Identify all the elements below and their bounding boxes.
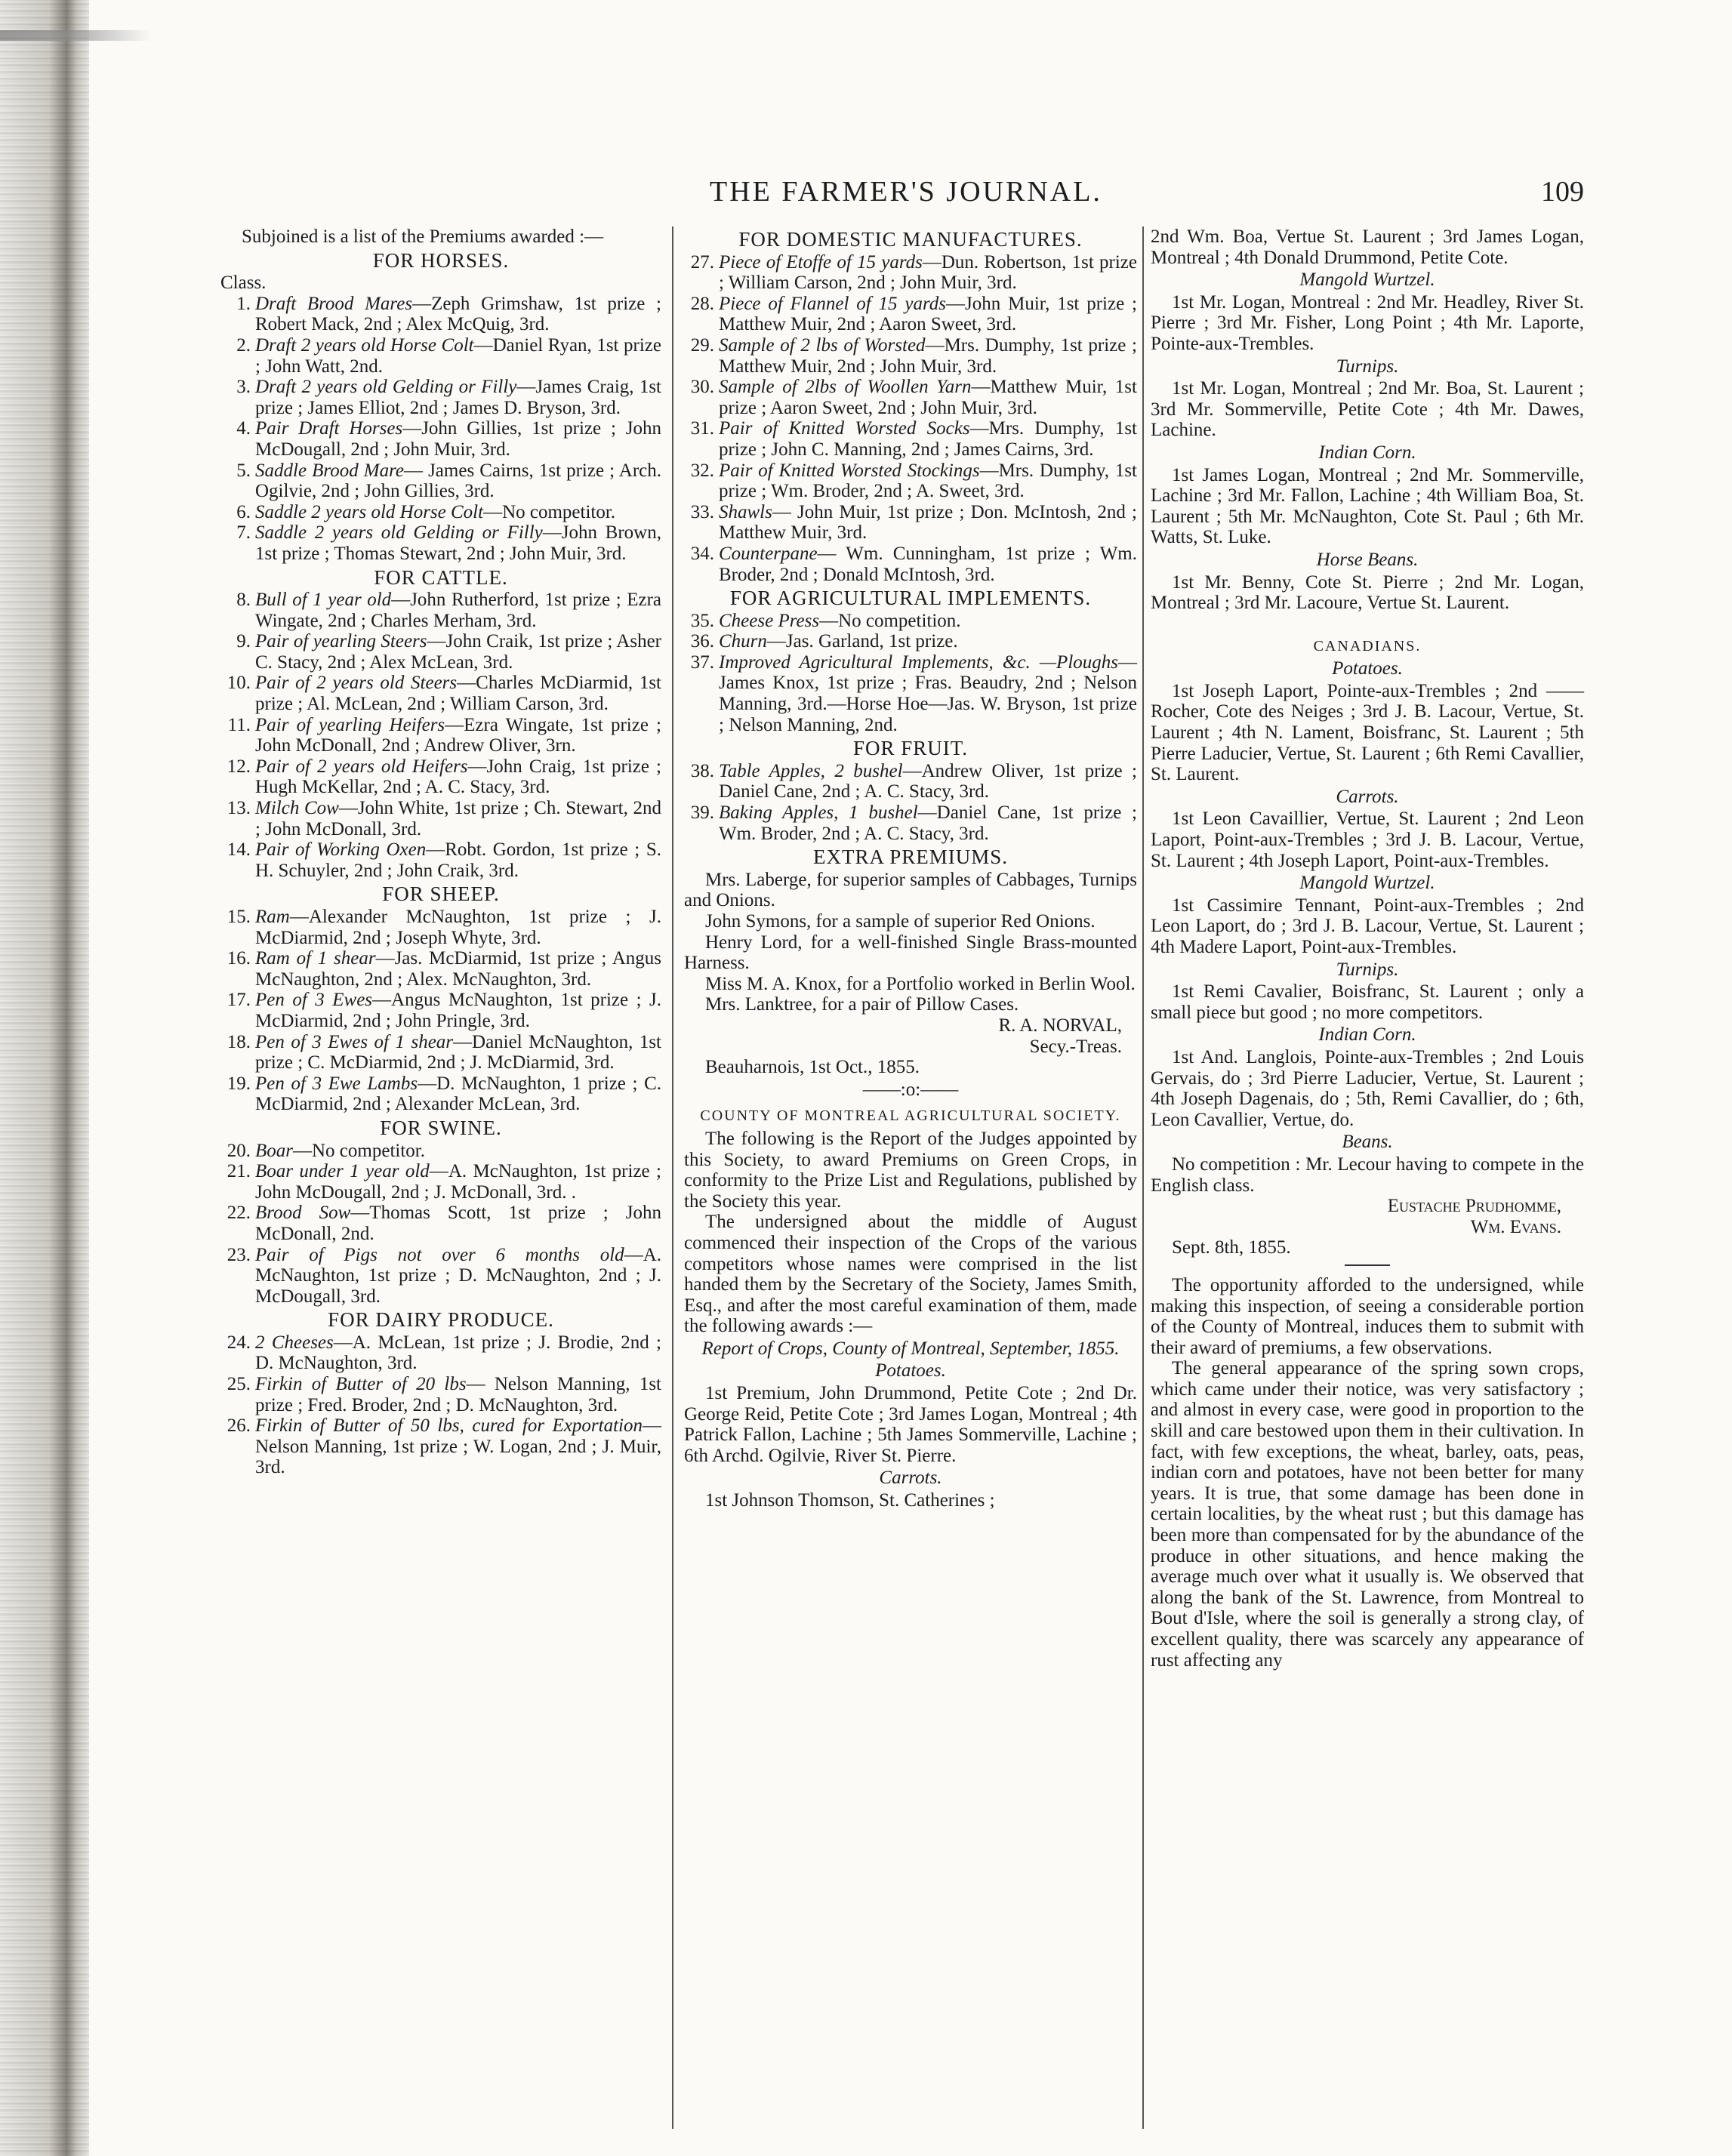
premium-item xyxy=(684,460,1137,502)
premium-title: Baking Apples, 1 bushel xyxy=(719,802,918,824)
premium-title: Boar under 1 year old xyxy=(255,1161,430,1182)
premium-number: 32. xyxy=(690,460,714,481)
report-intro: The following is the Report of the Judges appointed by this Society, to award Premiums on Green Crops, in conformity to the Prize List and Regulations, published by the Society this year. xyxy=(684,1128,1137,1212)
premium-title: 2 Cheeses xyxy=(255,1332,334,1353)
premium-item xyxy=(684,802,1137,844)
premium-winners: —Angus McNaughton, 1st prize ; J. McDiarmid, 2nd ; John Pringle, 3rd. xyxy=(255,990,661,1031)
premium-title: Ram xyxy=(255,907,290,927)
premium-item xyxy=(220,590,661,631)
observations-paragraph: The opportunity afforded to the undersigned, while making this inspection, of seeing a considerable portion of the County of Montreal, induces them to submit with their award of premiums, a few observations. xyxy=(1151,1274,1584,1358)
page-number: 109 xyxy=(1541,176,1584,208)
premium-title: Pair of yearling Steers xyxy=(255,631,427,652)
premium-item xyxy=(220,1203,661,1244)
premium-winners: — John Muir, 1st prize ; Don. McIntosh, 2nd ; Matthew Muir, 3rd. xyxy=(719,501,1137,544)
premium-title: Pair of yearling Heifers xyxy=(255,714,445,735)
premium-list-swine xyxy=(220,1141,661,1307)
premium-number: 22. xyxy=(227,1203,251,1224)
premium-winners: —A. McLean, 1st prize ; J. Brodie, 2nd ; D. McNaughton, 3rd. xyxy=(255,1332,661,1374)
premium-title: Cheese Press xyxy=(719,610,820,631)
premium-title: Draft 2 years old Horse Colt xyxy=(255,334,474,356)
premium-title: Piece of Etoffe of 15 yards xyxy=(719,251,923,273)
premium-list-dairy xyxy=(220,1332,661,1478)
section-heading: FOR HORSES. xyxy=(372,248,510,272)
premium-title: Pair of Pigs not over 6 months old xyxy=(255,1244,624,1265)
premium-winners: —Daniel Ryan, 1st prize ; John Watt, 2nd. xyxy=(255,334,661,377)
premium-title: Bull of 1 year old xyxy=(255,590,392,611)
society-heading: COUNTY OF MONTREAL AGRICULTURAL SOCIETY. xyxy=(700,1107,1121,1125)
premium-item xyxy=(220,377,661,418)
crop-heading: Carrots. xyxy=(879,1468,942,1489)
premium-winners: —John Craik, 1st prize ; Asher C. Stacy, 2nd ; Alex McLean, 3rd. xyxy=(255,631,661,673)
premium-number: 14. xyxy=(227,839,251,861)
premium-item xyxy=(220,631,661,673)
premium-item xyxy=(220,460,661,502)
premium-item xyxy=(220,1374,661,1415)
crop-awards: 1st Mr. Logan, Montreal ; 2nd Mr. Boa, St. Laurent ; 3rd Mr. Sommerville, Petite Cote ; 4th Mr. Dawes, Lachine. xyxy=(1151,378,1584,441)
premium-title: Ram of 1 shear xyxy=(255,948,376,969)
premium-title: Pair of 2 years old Heifers xyxy=(255,756,468,777)
premium-list-fruit xyxy=(684,761,1137,844)
premium-item xyxy=(220,673,661,714)
column-2 xyxy=(684,226,1137,1511)
crop-awards: 1st Cassimire Tennant, Point-aux-Trembles ; 2nd Leon Laport, do ; 3rd J. B. Lacour, Vertue, St. Laurent ; 4th Madere Laport, Point-aux-Trembles. xyxy=(1151,895,1584,957)
section-heading: FOR SHEEP. xyxy=(382,882,500,906)
premium-number: 16. xyxy=(227,948,251,969)
premium-item xyxy=(220,1415,661,1478)
section-heading: FOR CATTLE. xyxy=(374,565,508,589)
scan-artifact xyxy=(0,30,151,41)
premium-title: Sample of 2 lbs of Worsted xyxy=(719,334,926,356)
premium-title: Firkin of Butter of 50 lbs, cured for Exportation xyxy=(255,1415,643,1437)
premium-winners: —Robt. Gordon, 1st prize ; S. H. Schuyler, 2nd ; John Craik, 3rd. xyxy=(255,839,661,881)
intro-text: Subjoined is a list of the Premiums awarded :— xyxy=(242,226,604,247)
section-heading: EXTRA PREMIUMS. xyxy=(812,845,1009,869)
journal-title: THE FARMER'S JOURNAL. xyxy=(710,176,1102,208)
column-rule xyxy=(672,226,673,2129)
crop-heading: Potatoes. xyxy=(1332,658,1403,679)
premium-number: 4. xyxy=(236,418,251,439)
premium-item xyxy=(684,502,1137,544)
premium-number: 3. xyxy=(236,377,251,398)
premium-number: 23. xyxy=(227,1244,251,1265)
premium-winners: —A. McNaughton, 1st prize ; D. McNaughton, 2nd ; J. McDougall, 3rd. xyxy=(255,1244,661,1307)
premium-title: Pair Draft Horses xyxy=(255,418,403,439)
premium-item xyxy=(220,294,661,335)
premium-item xyxy=(684,335,1137,377)
premium-title: Pair of 2 years old Steers xyxy=(255,673,458,694)
premium-winners: —D. McNaughton, 1 prize ; C. McDiarmid, 2nd ; Alexander McLean, 3rd. xyxy=(255,1073,662,1115)
crop-awards: 1st James Logan, Montreal ; 2nd Mr. Sommerville, Lachine ; 3rd Mr. Fallon, Lachine ; 4th William Boa, St. Laurent ; 5th Mr. McNaughton, Cote St. Paul ; 6th Mr. Watts, St. Luke. xyxy=(1151,464,1584,548)
premium-title: Saddle 2 years old Horse Colt xyxy=(255,501,484,522)
premium-item xyxy=(684,611,1137,632)
premium-item xyxy=(220,990,661,1031)
crop-heading: Mangold Wurtzel. xyxy=(1299,873,1435,894)
extra-premium-item: Miss M. A. Knox, for a Portfolio worked in Berlin Wool. xyxy=(705,973,1136,994)
premium-number: 9. xyxy=(236,631,251,652)
crop-heading: Carrots. xyxy=(1336,786,1399,807)
premium-winners: —Thomas Scott, 1st prize ; John McDonall, 2nd. xyxy=(255,1203,662,1244)
premium-winners: —No competitor. xyxy=(293,1140,425,1161)
premium-title: Improved Agricultural Implements, &c. —Ploughs xyxy=(719,651,1118,673)
premium-number: 36. xyxy=(690,631,714,652)
page-binding-edge xyxy=(0,0,89,2156)
section-heading: FOR DAIRY PRODUCE. xyxy=(328,1308,554,1332)
premium-title: Boar xyxy=(255,1140,293,1161)
premium-title: Pair of Knitted Worsted Stockings xyxy=(719,460,980,481)
premium-winners: —Nelson Manning, 1st prize ; W. Logan, 2nd ; J. Muir, 3rd. xyxy=(255,1415,661,1478)
premium-title: Firkin of Butter of 20 lbs xyxy=(255,1374,467,1395)
premium-number: 2. xyxy=(236,334,251,356)
premium-winners: —No competitor. xyxy=(483,501,616,522)
premium-title: Piece of Flannel of 15 yards xyxy=(719,293,947,314)
judge-signature: Eustache Prudhomme, xyxy=(1387,1196,1561,1217)
premium-winners: —No competition. xyxy=(819,610,961,631)
premium-number: 29. xyxy=(690,334,714,356)
premium-list-horses xyxy=(220,294,661,565)
extra-premium-item: Mrs. Laberge, for superior samples of Cabbages, Turnips and Onions. xyxy=(684,869,1137,911)
premium-number: 38. xyxy=(690,760,714,781)
premium-item xyxy=(220,335,661,377)
crop-awards: 1st Leon Cavaillier, Vertue, St. Laurent ; 2nd Leon Laport, Point-aux-Trembles ; 3rd J. B. Lacour, Vertue, St. Laurent ; 4th Joseph Laport, Point-aux-Trembles. xyxy=(1151,808,1584,871)
premium-number: 35. xyxy=(690,610,714,631)
premium-winners: — James Cairns, 1st prize ; Arch. Ogilvie, 2nd ; John Gillies, 3rd. xyxy=(255,460,661,502)
premium-number: 28. xyxy=(690,293,714,314)
signature-date: Sept. 8th, 1855. xyxy=(1172,1237,1291,1258)
premium-winners: —Ezra Wingate, 1st prize ; John McDonall, 2nd ; Andrew Oliver, 3rn. xyxy=(255,714,661,756)
crop-heading: Beans. xyxy=(1342,1132,1393,1153)
premium-list-domestic xyxy=(684,252,1137,586)
premium-item xyxy=(220,502,661,523)
premium-number: 6. xyxy=(236,501,251,522)
premium-list-implements xyxy=(684,611,1137,736)
crop-heading: Indian Corn. xyxy=(1318,1024,1416,1046)
premium-winners: —Jas. Garland, 1st prize. xyxy=(766,631,958,652)
premium-title: Draft Brood Mares xyxy=(255,293,413,314)
crop-heading: Indian Corn. xyxy=(1318,442,1416,463)
extra-premium-item: Mrs. Lanktree, for a pair of Pillow Cases. xyxy=(705,994,1019,1015)
crop-heading: Horse Beans. xyxy=(1316,549,1419,570)
premium-number: 18. xyxy=(227,1031,251,1052)
premium-number: 12. xyxy=(227,756,251,777)
premium-number: 30. xyxy=(690,377,714,398)
premium-title: Sample of 2lbs of Woollen Yarn xyxy=(719,377,972,398)
premium-winners: —Mrs. Dumphy, 1st prize ; Matthew Muir, 2nd ; John Muir, 3rd. xyxy=(719,334,1137,377)
premium-number: 33. xyxy=(690,501,714,522)
premium-title: Pen of 3 Ewe Lambs xyxy=(255,1073,418,1094)
premium-item xyxy=(220,948,661,990)
premium-number: 24. xyxy=(227,1332,251,1353)
premium-winners: — Nelson Manning, 1st prize ; Fred. Broder, 2nd ; D. McNaughton, 3rd. xyxy=(255,1374,661,1415)
extra-premium-item: John Symons, for a sample of superior Red Onions. xyxy=(705,911,1096,932)
premium-number: 15. xyxy=(227,907,251,927)
premium-number: 25. xyxy=(227,1374,251,1395)
separator: ——:o:—— xyxy=(862,1079,959,1100)
premium-title: Pen of 3 Ewes of 1 shear xyxy=(255,1031,454,1052)
observations-paragraph: The general appearance of the spring sown crops, which came under their notice, was very satisfactory ; and almost in every case, were good in proportion to the skill and care bestowed upon them in their cultivation. In fact, with few exceptions, the wheat, barley, oats, peas, indian corn and potatoes, have not been better for many years. It is true, that some damage has been done in certain localities, by the wheat rust ; but this damage has been more than compensated for by the abundance of the produce in other situations, and hence making the average much over what it usually is. We observed that along the bank of the St. Lawrence, from Montreal to Bout d'Isle, where the soil is generally a strong clay, of excellent quality, there was scarcely any appearance of rust affecting any xyxy=(1151,1358,1584,1671)
extra-premiums xyxy=(684,870,1137,1015)
premium-winners: —Andrew Oliver, 1st prize ; Daniel Cane, 2nd ; A. C. Stacy, 3rd. xyxy=(719,760,1138,802)
premium-title: Milch Cow xyxy=(255,798,339,819)
section-heading: FOR SWINE. xyxy=(380,1116,502,1139)
signer-title: Secy.-Treas. xyxy=(1029,1036,1122,1057)
premium-item xyxy=(220,839,661,881)
premium-number: 1. xyxy=(236,293,251,314)
premium-winners: —Zeph Grimshaw, 1st prize ; Robert Mack, 2nd ; Alex McQuig, 3rd. xyxy=(255,293,661,335)
crop-awards: 1st Premium, John Drummond, Petite Cote ; 2nd Dr. George Reid, Petite Cote ; 3rd James Logan, Montreal ; 4th Patrick Fallon, Lachine ; 5th James Sommerville, Lachine ; 6th Archd. Ogilvie, River St. Pierre. xyxy=(684,1383,1137,1466)
spacer xyxy=(1151,614,1584,630)
premium-item xyxy=(684,631,1137,652)
crop-awards: 1st And. Langlois, Pointe-aux-Trembles ; 2nd Louis Gervais, do ; 3rd Pierre Laducier, Vertue, St. Laurent ; 4th Joseph Dagenais, do ; 5th, Remi Cavallier, do ; 6th, Leon Cavallier, Vertue, do. xyxy=(1151,1046,1584,1130)
premium-title: Brood Sow xyxy=(255,1203,351,1224)
premium-winners: —John Brown, 1st prize ; Thomas Stewart, 2nd ; John Muir, 3rd. xyxy=(255,522,661,564)
premium-number: 13. xyxy=(227,798,251,819)
crop-awards: 1st Mr. Benny, Cote St. Pierre ; 2nd Mr. Logan, Montreal ; 3rd Mr. Lacoure, Vertue St. Laurent. xyxy=(1151,571,1584,614)
premium-item xyxy=(220,798,661,839)
crop-heading: Mangold Wurtzel. xyxy=(1299,270,1435,291)
premium-item xyxy=(220,756,661,798)
premium-number: 7. xyxy=(236,522,251,544)
section-heading: FOR FRUIT. xyxy=(852,737,969,760)
premium-winners: —Daniel Cane, 1st prize ; Wm. Broder, 2nd ; A. C. Stacy, 3rd. xyxy=(719,802,1137,844)
premium-title: Draft 2 years old Gelding or Filly xyxy=(255,377,517,398)
premium-item xyxy=(220,715,661,756)
crop-awards: 1st Joseph Laport, Pointe-aux-Trembles ; 2nd —— Rocher, Cote des Neiges ; 3rd J. B. Lacour, Vertue, St. Laurent ; 4th N. Lament, Boisfranc, St. Laurent ; 5th Pierre Laducier, Vertue, St. Laurent ; 6th Remi Cavallier, St. Laurent. xyxy=(1151,680,1584,785)
premium-winners: —John Craig, 1st prize ; Hugh McKellar, 2nd ; A. C. Stacy, 3rd. xyxy=(255,756,661,798)
signer-name: R. A. NORVAL, xyxy=(998,1015,1122,1036)
premium-number: 39. xyxy=(690,802,714,824)
crop-awards: 1st Johnson Thomson, St. Catherines ; xyxy=(705,1490,995,1511)
premium-title: Shawls xyxy=(719,501,772,522)
divider xyxy=(1345,1264,1390,1266)
premium-number: 19. xyxy=(227,1073,251,1094)
place-date: Beauharnois, 1st Oct., 1855. xyxy=(705,1057,920,1078)
premium-winners: —Dun. Robertson, 1st prize ; William Carson, 2nd ; John Muir, 3rd. xyxy=(719,251,1137,294)
premium-number: 8. xyxy=(236,590,251,611)
premium-winners: —Mrs. Dumphy, 1st prize ; John C. Manning, 2nd ; James Cairns, 3rd. xyxy=(719,418,1137,460)
crop-awards: No competition : Mr. Lecour having to compete in the English class. xyxy=(1151,1153,1584,1196)
premium-number: 34. xyxy=(690,543,714,564)
premium-winners: —John Gillies, 1st prize ; John McDougall, 2nd ; John Muir, 3rd. xyxy=(255,418,661,460)
crop-heading: Turnips. xyxy=(1336,959,1399,980)
premium-title: Saddle Brood Mare xyxy=(255,460,404,481)
premium-title: Pair of Working Oxen xyxy=(255,839,427,861)
premium-number: 31. xyxy=(690,418,714,439)
premium-winners: —Jas. McDiarmid, 1st prize ; Angus McNaughton, 2nd ; Alex. McNaughton, 3rd. xyxy=(255,948,661,990)
column-1 xyxy=(220,226,661,1478)
premium-title: Saddle 2 years old Gelding or Filly xyxy=(255,522,543,544)
premium-winners: — Wm. Cunningham, 1st prize ; Wm. Broder, 2nd ; Donald McIntosh, 3rd. xyxy=(719,543,1137,585)
premium-item xyxy=(684,418,1137,460)
premium-winners: —Daniel McNaughton, 1st prize ; C. McDiarmid, 2nd ; J. McDiarmid, 3rd. xyxy=(255,1031,661,1073)
premium-title: Churn xyxy=(719,631,767,652)
premium-winners: — James Knox, 1st prize ; Fras. Beaudry, 2nd ; Nelson Manning, 3rd.—Horse Hoe—Jas. W. Bryson, 1st prize ; Nelson Manning, 2nd. xyxy=(719,651,1137,735)
premium-number: 27. xyxy=(690,251,714,273)
premium-number: 10. xyxy=(227,673,251,694)
canadians-heading: CANADIANS. xyxy=(1313,637,1422,654)
premium-number: 5. xyxy=(236,460,251,481)
crop-awards: 1st Remi Cavalier, Boisfranc, St. Laurent ; only a small piece but good ; no more competitors. xyxy=(1151,981,1584,1023)
premium-winners: —A. McNaughton, 1st prize ; John McDougall, 2nd ; J. McDonall, 3rd. . xyxy=(255,1161,661,1203)
premium-winners: —Charles McDiarmid, 1st prize ; Al. McLean, 2nd ; William Carson, 3rd. xyxy=(255,673,661,715)
premium-list-cattle xyxy=(220,590,661,881)
premium-winners: —Matthew Muir, 1st prize ; Aaron Sweet, 2nd ; John Muir, 3rd. xyxy=(719,377,1137,418)
premium-item xyxy=(684,377,1137,418)
premium-item xyxy=(220,907,661,948)
premium-item xyxy=(684,544,1137,585)
page-header xyxy=(227,175,1586,213)
premium-item xyxy=(684,652,1137,735)
premium-winners: —John Rutherford, 1st prize ; Ezra Wingate, 2nd ; Charles Merham, 3rd. xyxy=(255,590,661,631)
premium-item xyxy=(684,252,1137,294)
premium-item xyxy=(220,1245,661,1307)
premium-item xyxy=(220,1032,661,1073)
premium-item xyxy=(684,294,1137,335)
premium-number: 17. xyxy=(227,990,251,1011)
premium-title: Table Apples, 2 bushel xyxy=(719,760,903,781)
premium-item xyxy=(220,1332,661,1374)
section-heading: FOR AGRICULTURAL IMPLEMENTS. xyxy=(729,587,1092,610)
premium-number: 26. xyxy=(227,1415,251,1437)
section-heading: FOR DOMESTIC MANUFACTURES. xyxy=(738,228,1083,251)
premium-winners: —Alexander McNaughton, 1st prize ; J. McDiarmid, 2nd ; Joseph Whyte, 3rd. xyxy=(255,907,661,948)
judge-signature: Wm. Evans. xyxy=(1470,1216,1561,1237)
premium-item xyxy=(220,418,661,460)
premium-winners: —John Muir, 1st prize ; Matthew Muir, 2nd ; Aaron Sweet, 3rd. xyxy=(719,293,1137,335)
premium-item xyxy=(684,761,1137,802)
premium-item xyxy=(220,1073,661,1115)
premium-item xyxy=(220,1141,661,1162)
premium-winners: —John White, 1st prize ; Ch. Stewart, 2nd ; John McDonall, 3rd. xyxy=(255,798,661,839)
premium-number: 20. xyxy=(227,1140,251,1161)
premium-winners: —James Craig, 1st prize ; James Elliot, 2nd ; James D. Bryson, 3rd. xyxy=(255,377,661,418)
premium-item xyxy=(220,522,661,564)
crop-heading: Turnips. xyxy=(1336,356,1399,377)
premium-title: Pen of 3 Ewes xyxy=(255,990,373,1011)
premium-number: 21. xyxy=(227,1161,251,1182)
premium-number: 37. xyxy=(690,651,714,673)
column-3 xyxy=(1151,226,1584,1671)
premium-title: Pair of Knitted Worsted Socks xyxy=(719,418,970,439)
class-label: Class. xyxy=(220,273,267,294)
premium-title: Counterpane xyxy=(719,543,818,564)
premium-list-sheep xyxy=(220,907,661,1115)
report-title: Report of Crops, County of Montreal, September, 1855. xyxy=(701,1338,1120,1359)
premium-winners: —Mrs. Dumphy, 1st prize ; Wm. Broder, 2nd ; A. Sweet, 3rd. xyxy=(719,460,1138,502)
extra-premium-item: Henry Lord, for a well-finished Single Brass-mounted Harness. xyxy=(684,932,1137,974)
crop-awards: 1st Mr. Logan, Montreal : 2nd Mr. Headley, River St. Pierre ; 3rd Mr. Fisher, Long Point ; 4th Mr. Laporte, Pointe-aux-Trembles. xyxy=(1151,291,1584,354)
premium-item xyxy=(220,1161,661,1203)
premium-number: 11. xyxy=(227,714,251,735)
report-body: The undersigned about the middle of August commenced their inspection of the Crops of the various competitors whose names were comprised in the list handed them by the Secretary of the Society, James Smith, Esq., and after the most careful examination of them, made the following awards :— xyxy=(684,1212,1137,1337)
crop-awards: 2nd Wm. Boa, Vertue St. Laurent ; 3rd James Logan, Montreal ; 4th Donald Drummond, Petite Cote. xyxy=(1151,226,1584,268)
column-rule xyxy=(1142,226,1144,2129)
crop-heading: Potatoes. xyxy=(875,1360,946,1381)
